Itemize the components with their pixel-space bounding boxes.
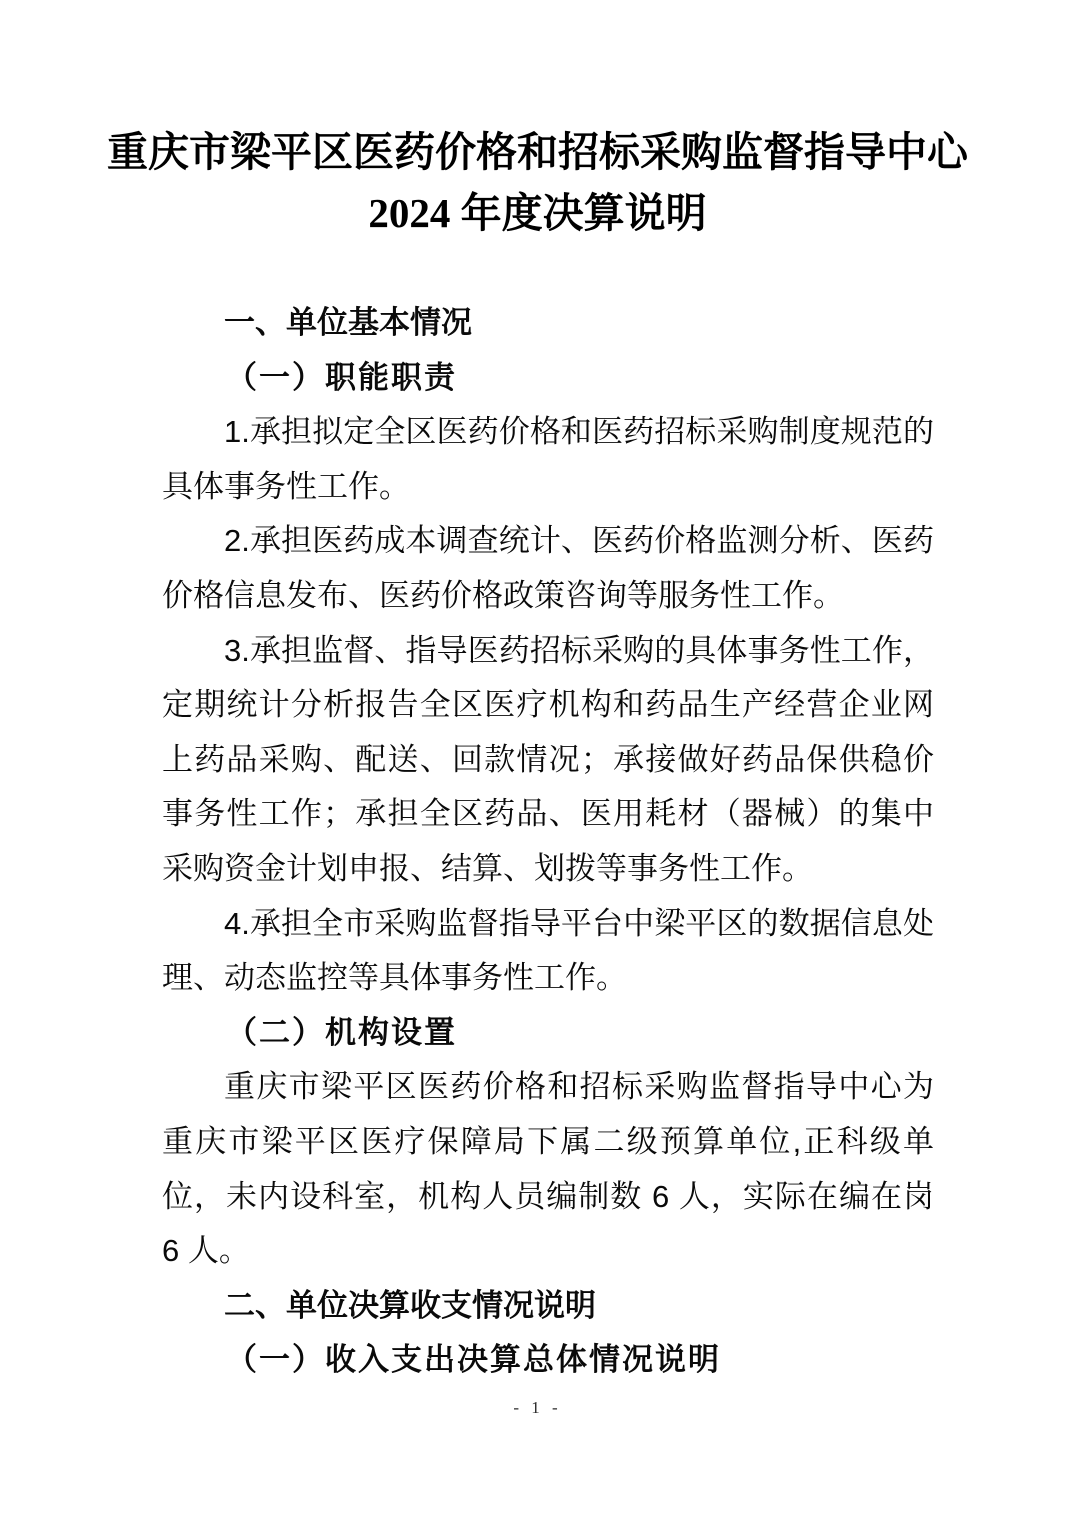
document-title-line-2: 2024 年度决算说明 [368,190,707,236]
section-heading-budget-overview: 二、单位决算收支情况说明 [224,1287,596,1323]
paragraph-organization: 重庆市梁平区医药价格和招标采购监督指导中心为重庆市梁平区医疗保障局下属二级预算单位,正科级单位，未内设科室，机构人员编制数 6 人，实际在编在岗 6 人。 [162,1069,934,1269]
subsection-heading-income-expenditure: （一）收入支出决算总体情况说明 [226,1342,721,1378]
page-number: - 1 - [513,1398,562,1417]
subsection-heading-organization: （二）机构设置 [226,1014,457,1050]
section-heading-basic-info: 一、单位基本情况 [224,305,472,340]
document-title-line-1: 重庆市梁平区医药价格和招标采购监督指导中心 [107,129,968,175]
subsection-heading-duties: （一）职能职责 [226,359,457,395]
document-body [162,296,934,1388]
paragraph-duty-1: 1.承担拟定全区医药价格和医药招标采购制度规范的具体事务性工作。 [162,414,934,504]
paragraph-duty-3: 3.承担监督、指导医药招标采购的具体事务性工作，定期统计分析报告全区医疗机构和药品生产经营企业网上药品采购、配送、回款情况；承接做好药品保供稳价事务性工作；承担全区药品、医用耗材（器械）的集中采购资金计划申报、结算、划拨等事务性工作。 [162,632,934,886]
paragraph-duty-2: 2.承担医药成本调查统计、医药价格监测分析、医药价格信息发布、医药价格政策咨询等服务性工作。 [162,523,934,613]
paragraph-duty-4: 4.承担全市采购监督指导平台中梁平区的数据信息处理、动态监控等具体事务性工作。 [162,905,934,996]
document-title [0,122,1075,244]
